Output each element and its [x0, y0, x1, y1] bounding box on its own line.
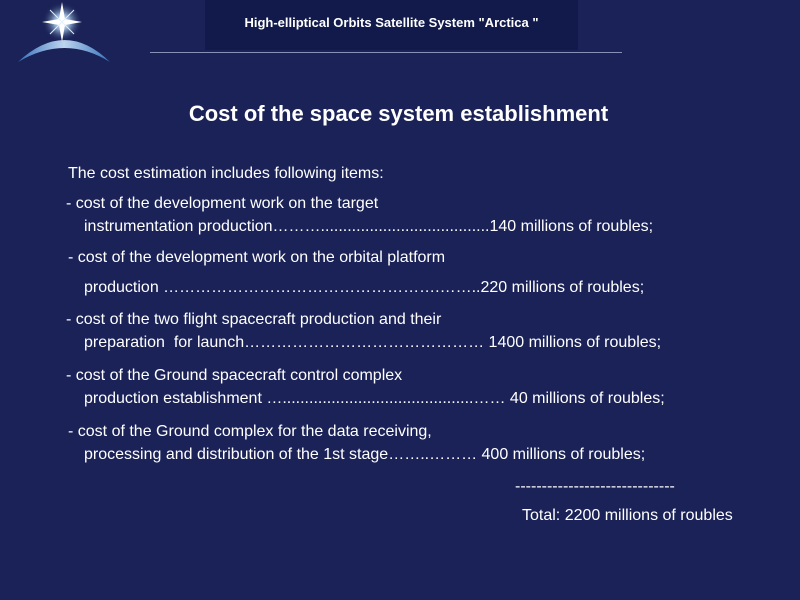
list-item-continuation: processing and distribution of the 1st stage……..……… 400 millions of roubles;	[84, 446, 646, 463]
list-item-continuation: preparation for launch……………………………………… 1400 millions of roubles;	[84, 334, 662, 351]
total-text: Total: 2200 millions of roubles	[522, 507, 733, 524]
header-box	[205, 0, 578, 50]
header-divider	[150, 52, 622, 53]
intro-text: The cost estimation includes following items:	[68, 165, 384, 182]
list-item-continuation: instrumentation production………......................................140 millions of roubles;	[84, 218, 654, 235]
slide-heading: Cost of the space system establishment	[188, 101, 609, 126]
list-item-continuation: production …………………………………………….……..220 millions of roubles;	[84, 279, 645, 296]
total-separator: ------------------------------	[515, 478, 675, 495]
list-item: - cost of the development work on the orbital platform	[68, 249, 446, 266]
list-item-continuation: production establishment …...........................................…… 40 millions of roubles;	[84, 390, 665, 407]
star-over-earth-logo	[10, 0, 120, 70]
list-item: - cost of the Ground complex for the data receiving,	[68, 423, 432, 440]
list-item: - cost of the two flight spacecraft production and their	[66, 311, 442, 328]
list-item: - cost of the Ground spacecraft control complex	[66, 367, 403, 384]
header-title: High-elliptical Orbits Satellite System "Arctica "	[244, 15, 539, 30]
list-item: - cost of the development work on the target	[66, 195, 379, 212]
